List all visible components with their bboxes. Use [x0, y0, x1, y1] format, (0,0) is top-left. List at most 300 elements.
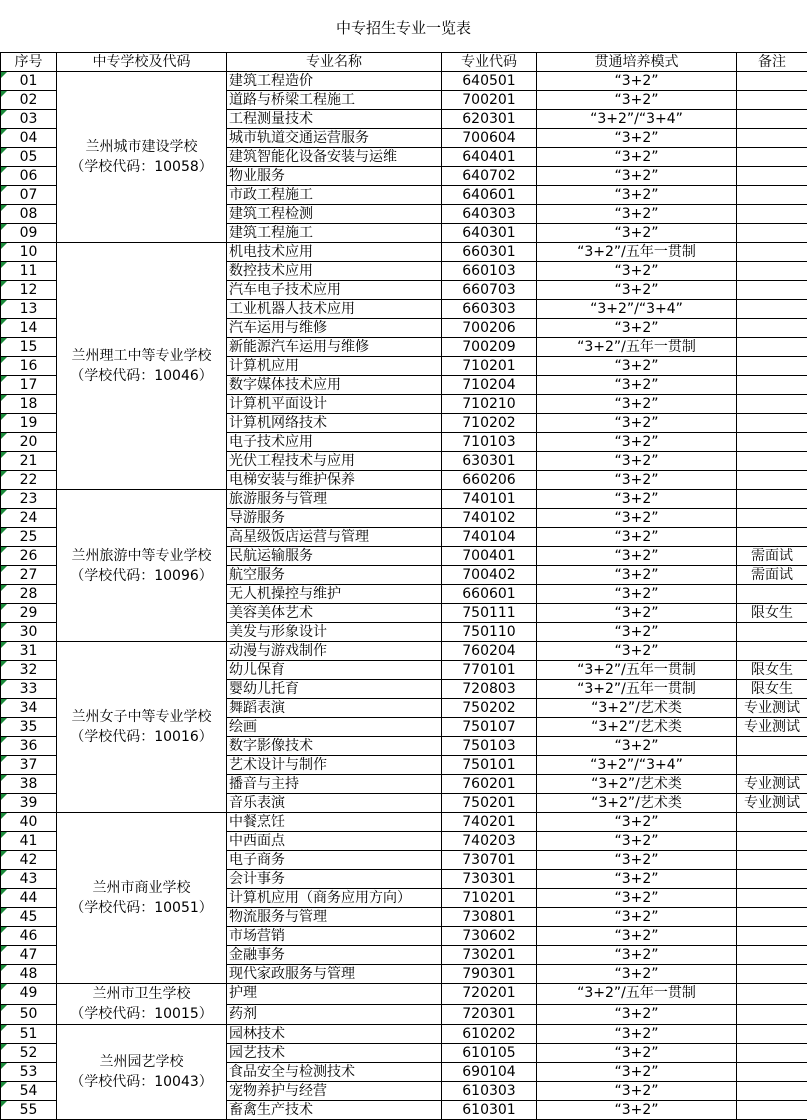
row-mode: “3+2” — [537, 319, 737, 338]
row-note — [737, 338, 807, 357]
row-mode: “3+2”/五年一贯制 — [537, 243, 737, 262]
row-mode: “3+2” — [537, 813, 737, 832]
row-major: 城市轨道交通运营服务 — [227, 129, 442, 148]
row-major: 高星级饭店运营与管理 — [227, 528, 442, 547]
school-cell — [57, 1025, 227, 1120]
enrollment-table — [0, 52, 807, 1120]
row-seq: 40 — [1, 813, 57, 832]
row-note — [737, 1044, 807, 1063]
row-seq: 33 — [1, 680, 57, 699]
row-mode: “3+2”/艺术类 — [537, 794, 737, 813]
row-seq: 54 — [1, 1082, 57, 1101]
row-major: 婴幼儿托育 — [227, 680, 442, 699]
row-seq: 39 — [1, 794, 57, 813]
row-major-code: 710210 — [442, 395, 537, 414]
row-seq: 03 — [1, 110, 57, 129]
row-major-code: 610202 — [442, 1025, 537, 1044]
row-seq: 18 — [1, 395, 57, 414]
row-note — [737, 870, 807, 889]
row-major: 计算机应用 — [227, 357, 442, 376]
row-mode: “3+2” — [537, 889, 737, 908]
row-note — [737, 452, 807, 471]
row-major: 护理 — [227, 984, 442, 1005]
row-major: 建筑工程施工 — [227, 224, 442, 243]
row-major-code: 640303 — [442, 205, 537, 224]
row-seq: 15 — [1, 338, 57, 357]
row-seq: 48 — [1, 965, 57, 984]
school-cell — [57, 490, 227, 642]
row-major: 汽车电子技术应用 — [227, 281, 442, 300]
row-major-code: 610105 — [442, 1044, 537, 1063]
row-major: 航空服务 — [227, 566, 442, 585]
school-code: （学校代码：10058） — [57, 157, 226, 177]
table-row — [1, 813, 807, 832]
row-major: 数字媒体技术应用 — [227, 376, 442, 395]
row-major: 建筑工程检测 — [227, 205, 442, 224]
header-mode: 贯通培养模式 — [537, 53, 737, 72]
row-mode: “3+2” — [537, 376, 737, 395]
row-seq: 53 — [1, 1063, 57, 1082]
row-mode: “3+2” — [537, 604, 737, 623]
row-seq: 51 — [1, 1025, 57, 1044]
row-major-code: 610303 — [442, 1082, 537, 1101]
row-major-code: 700402 — [442, 566, 537, 585]
row-seq: 38 — [1, 775, 57, 794]
row-major-code: 620301 — [442, 110, 537, 129]
row-mode: “3+2” — [537, 148, 737, 167]
school-cell — [57, 642, 227, 813]
row-note — [737, 1025, 807, 1044]
table-row — [1, 642, 807, 661]
row-note — [737, 927, 807, 946]
row-seq: 21 — [1, 452, 57, 471]
row-major-code: 700209 — [442, 338, 537, 357]
row-note — [737, 281, 807, 300]
row-seq: 28 — [1, 585, 57, 604]
row-seq: 36 — [1, 737, 57, 756]
row-note — [737, 300, 807, 319]
row-note — [737, 186, 807, 205]
row-seq: 29 — [1, 604, 57, 623]
row-seq: 12 — [1, 281, 57, 300]
row-note — [737, 756, 807, 775]
row-mode: “3+2” — [537, 433, 737, 452]
row-note — [737, 243, 807, 262]
row-seq: 08 — [1, 205, 57, 224]
row-major: 计算机应用（商务应用方向） — [227, 889, 442, 908]
row-major-code: 660303 — [442, 300, 537, 319]
row-major-code: 730301 — [442, 870, 537, 889]
row-major-code: 750110 — [442, 623, 537, 642]
row-seq: 20 — [1, 433, 57, 452]
row-mode: “3+2” — [537, 281, 737, 300]
row-seq: 45 — [1, 908, 57, 927]
row-major: 物流服务与管理 — [227, 908, 442, 927]
row-major-code: 740201 — [442, 813, 537, 832]
row-mode: “3+2” — [537, 851, 737, 870]
row-mode: “3+2”/“3+4” — [537, 756, 737, 775]
row-major-code: 750101 — [442, 756, 537, 775]
row-major: 旅游服务与管理 — [227, 490, 442, 509]
row-seq: 27 — [1, 566, 57, 585]
row-seq: 32 — [1, 661, 57, 680]
row-note — [737, 737, 807, 756]
row-mode: “3+2” — [537, 224, 737, 243]
row-major: 电梯安装与维护保养 — [227, 471, 442, 490]
row-note — [737, 1063, 807, 1082]
table-header-row — [1, 53, 807, 72]
row-major-code: 690104 — [442, 1063, 537, 1082]
row-mode: “3+2” — [537, 965, 737, 984]
row-note — [737, 851, 807, 870]
row-major: 导游服务 — [227, 509, 442, 528]
row-seq: 41 — [1, 832, 57, 851]
school-code: （学校代码：10015） — [57, 1004, 226, 1024]
row-major-code: 750201 — [442, 794, 537, 813]
row-major-code: 740101 — [442, 490, 537, 509]
school-cell — [57, 813, 227, 984]
school-code: （学校代码：10043） — [57, 1072, 226, 1092]
row-major-code: 740203 — [442, 832, 537, 851]
row-seq: 34 — [1, 699, 57, 718]
row-major: 光伏工程技术与应用 — [227, 452, 442, 471]
row-seq: 44 — [1, 889, 57, 908]
row-mode: “3+2” — [537, 262, 737, 281]
row-note — [737, 509, 807, 528]
row-mode: “3+2” — [537, 1082, 737, 1101]
row-note — [737, 433, 807, 452]
row-note — [737, 167, 807, 186]
row-major-code: 720201 — [442, 984, 537, 1005]
row-major-code: 640601 — [442, 186, 537, 205]
row-mode: “3+2”/艺术类 — [537, 699, 737, 718]
row-major: 电子技术应用 — [227, 433, 442, 452]
row-mode: “3+2”/艺术类 — [537, 718, 737, 737]
row-mode: “3+2”/艺术类 — [537, 775, 737, 794]
row-mode: “3+2” — [537, 490, 737, 509]
row-note — [737, 319, 807, 338]
row-seq: 10 — [1, 243, 57, 262]
row-note — [737, 224, 807, 243]
row-seq: 31 — [1, 642, 57, 661]
row-seq: 50 — [1, 1004, 57, 1025]
row-major-code: 720301 — [442, 1004, 537, 1025]
row-major-code: 640702 — [442, 167, 537, 186]
row-seq: 52 — [1, 1044, 57, 1063]
row-seq: 02 — [1, 91, 57, 110]
row-major: 金融事务 — [227, 946, 442, 965]
row-mode: “3+2” — [537, 72, 737, 91]
row-major: 动漫与游戏制作 — [227, 642, 442, 661]
row-major: 绘画 — [227, 718, 442, 737]
row-major: 建筑智能化设备安装与运维 — [227, 148, 442, 167]
row-major: 中西面点 — [227, 832, 442, 851]
row-note — [737, 908, 807, 927]
row-note — [737, 414, 807, 433]
header-major-code: 专业代码 — [442, 53, 537, 72]
school-name: 兰州市商业学校 — [57, 878, 226, 898]
row-note: 限女生 — [737, 661, 807, 680]
header-note: 备注 — [737, 53, 807, 72]
row-major-code: 640401 — [442, 148, 537, 167]
row-mode: “3+2” — [537, 1025, 737, 1044]
table-row — [1, 243, 807, 262]
header-major: 专业名称 — [227, 53, 442, 72]
row-major: 园艺技术 — [227, 1044, 442, 1063]
row-seq: 07 — [1, 186, 57, 205]
row-major-code: 700401 — [442, 547, 537, 566]
row-mode: “3+2” — [537, 167, 737, 186]
school-name: 兰州城市建设学校 — [57, 137, 226, 157]
row-major: 畜禽生产技术 — [227, 1101, 442, 1120]
row-major-code: 740102 — [442, 509, 537, 528]
row-mode: “3+2” — [537, 395, 737, 414]
row-mode: “3+2” — [537, 737, 737, 756]
row-note — [737, 1004, 807, 1025]
row-seq: 35 — [1, 718, 57, 737]
row-mode: “3+2” — [537, 547, 737, 566]
row-major: 园林技术 — [227, 1025, 442, 1044]
row-major: 道路与桥梁工程施工 — [227, 91, 442, 110]
row-major-code: 610301 — [442, 1101, 537, 1120]
row-note — [737, 471, 807, 490]
row-major: 数控技术应用 — [227, 262, 442, 281]
row-note: 需面试 — [737, 547, 807, 566]
row-major-code: 750111 — [442, 604, 537, 623]
row-seq: 06 — [1, 167, 57, 186]
row-major: 建筑工程造价 — [227, 72, 442, 91]
row-mode: “3+2” — [537, 566, 737, 585]
row-mode: “3+2” — [537, 414, 737, 433]
row-major-code: 730201 — [442, 946, 537, 965]
row-seq: 11 — [1, 262, 57, 281]
row-seq: 17 — [1, 376, 57, 395]
row-major-code: 660103 — [442, 262, 537, 281]
row-mode: “3+2” — [537, 509, 737, 528]
row-seq: 37 — [1, 756, 57, 775]
school-code: （学校代码：10046） — [57, 366, 226, 386]
row-mode: “3+2”/五年一贯制 — [537, 661, 737, 680]
row-major-code: 710103 — [442, 433, 537, 452]
row-major-code: 630301 — [442, 452, 537, 471]
school-code: （学校代码：10096） — [57, 566, 226, 586]
row-seq: 13 — [1, 300, 57, 319]
row-major: 中餐烹饪 — [227, 813, 442, 832]
row-note: 专业测试 — [737, 794, 807, 813]
row-major-code: 730602 — [442, 927, 537, 946]
row-note — [737, 889, 807, 908]
row-seq: 46 — [1, 927, 57, 946]
row-note — [737, 1082, 807, 1101]
row-seq: 22 — [1, 471, 57, 490]
row-seq: 49 — [1, 984, 57, 1005]
row-major-code: 760201 — [442, 775, 537, 794]
row-mode: “3+2”/五年一贯制 — [537, 338, 737, 357]
row-note — [737, 490, 807, 509]
row-mode: “3+2” — [537, 832, 737, 851]
row-major-code: 710201 — [442, 357, 537, 376]
row-major-code: 660703 — [442, 281, 537, 300]
row-major-code: 770101 — [442, 661, 537, 680]
row-major: 舞蹈表演 — [227, 699, 442, 718]
row-major: 物业服务 — [227, 167, 442, 186]
row-major-code: 700206 — [442, 319, 537, 338]
row-note — [737, 262, 807, 281]
row-major-code: 740104 — [442, 528, 537, 547]
row-note — [737, 528, 807, 547]
row-seq: 14 — [1, 319, 57, 338]
row-seq: 24 — [1, 509, 57, 528]
school-code: （学校代码：10016） — [57, 727, 226, 747]
row-major: 工业机器人技术应用 — [227, 300, 442, 319]
row-seq: 16 — [1, 357, 57, 376]
row-note — [737, 205, 807, 224]
row-mode: “3+2” — [537, 908, 737, 927]
row-major-code: 790301 — [442, 965, 537, 984]
row-note: 专业测试 — [737, 699, 807, 718]
header-school: 中专学校及代码 — [57, 53, 227, 72]
row-note — [737, 585, 807, 604]
row-mode: “3+2” — [537, 1004, 737, 1025]
row-mode: “3+2” — [537, 946, 737, 965]
row-major-code: 640301 — [442, 224, 537, 243]
row-major-code: 750103 — [442, 737, 537, 756]
row-mode: “3+2” — [537, 452, 737, 471]
row-major: 现代家政服务与管理 — [227, 965, 442, 984]
row-mode: “3+2” — [537, 205, 737, 224]
row-mode: “3+2” — [537, 129, 737, 148]
row-mode: “3+2” — [537, 186, 737, 205]
row-mode: “3+2” — [537, 870, 737, 889]
row-major: 播音与主持 — [227, 775, 442, 794]
row-note: 限女生 — [737, 680, 807, 699]
row-seq: 43 — [1, 870, 57, 889]
row-major: 汽车运用与维修 — [227, 319, 442, 338]
row-major: 会计事务 — [227, 870, 442, 889]
row-seq: 09 — [1, 224, 57, 243]
row-mode: “3+2” — [537, 91, 737, 110]
table-body — [1, 72, 807, 1120]
row-major: 计算机网络技术 — [227, 414, 442, 433]
row-major-code: 700604 — [442, 129, 537, 148]
header-seq: 序号 — [1, 53, 57, 72]
row-major: 新能源汽车运用与维修 — [227, 338, 442, 357]
row-major: 宠物养护与经营 — [227, 1082, 442, 1101]
row-mode: “3+2” — [537, 1044, 737, 1063]
row-note — [737, 642, 807, 661]
table-row — [1, 1025, 807, 1044]
row-major-code: 730701 — [442, 851, 537, 870]
row-major: 音乐表演 — [227, 794, 442, 813]
row-major-code: 640501 — [442, 72, 537, 91]
row-mode: “3+2” — [537, 585, 737, 604]
row-major-code: 660206 — [442, 471, 537, 490]
row-mode: “3+2” — [537, 357, 737, 376]
row-mode: “3+2” — [537, 1101, 737, 1120]
row-note — [737, 72, 807, 91]
row-major: 机电技术应用 — [227, 243, 442, 262]
row-note — [737, 984, 807, 1005]
school-name: 兰州旅游中等专业学校 — [57, 546, 226, 566]
row-note: 专业测试 — [737, 775, 807, 794]
row-major-code: 710204 — [442, 376, 537, 395]
row-seq: 26 — [1, 547, 57, 566]
row-note: 限女生 — [737, 604, 807, 623]
row-seq: 04 — [1, 129, 57, 148]
school-name: 兰州女子中等专业学校 — [57, 707, 226, 727]
row-note — [737, 110, 807, 129]
row-note — [737, 129, 807, 148]
row-mode: “3+2”/“3+4” — [537, 300, 737, 319]
row-major: 艺术设计与制作 — [227, 756, 442, 775]
school-name: 兰州理工中等专业学校 — [57, 346, 226, 366]
row-major-code: 720803 — [442, 680, 537, 699]
row-major: 数字影像技术 — [227, 737, 442, 756]
row-note — [737, 965, 807, 984]
row-seq: 01 — [1, 72, 57, 91]
row-seq: 47 — [1, 946, 57, 965]
school-name: 兰州市卫生学校 — [57, 984, 226, 1004]
row-major-code: 660601 — [442, 585, 537, 604]
school-cell — [57, 243, 227, 490]
row-mode: “3+2” — [537, 623, 737, 642]
row-major-code: 710201 — [442, 889, 537, 908]
row-seq: 55 — [1, 1101, 57, 1120]
row-note — [737, 91, 807, 110]
row-seq: 05 — [1, 148, 57, 167]
row-major: 工程测量技术 — [227, 110, 442, 129]
row-note — [737, 395, 807, 414]
row-note — [737, 357, 807, 376]
row-seq: 23 — [1, 490, 57, 509]
row-note — [737, 623, 807, 642]
row-major: 无人机操控与维护 — [227, 585, 442, 604]
row-major: 市政工程施工 — [227, 186, 442, 205]
row-major: 计算机平面设计 — [227, 395, 442, 414]
row-major-code: 760204 — [442, 642, 537, 661]
row-note — [737, 832, 807, 851]
row-mode: “3+2”/五年一贯制 — [537, 984, 737, 1005]
row-mode: “3+2” — [537, 528, 737, 547]
row-note — [737, 148, 807, 167]
table-row — [1, 490, 807, 509]
row-seq: 30 — [1, 623, 57, 642]
row-major: 食品安全与检测技术 — [227, 1063, 442, 1082]
row-seq: 42 — [1, 851, 57, 870]
row-note — [737, 946, 807, 965]
row-note — [737, 813, 807, 832]
row-mode: “3+2” — [537, 471, 737, 490]
row-mode: “3+2” — [537, 642, 737, 661]
row-major: 药剂 — [227, 1004, 442, 1025]
school-code: （学校代码：10051） — [57, 898, 226, 918]
row-mode: “3+2” — [537, 1063, 737, 1082]
row-mode: “3+2”/五年一贯制 — [537, 680, 737, 699]
row-major-code: 750107 — [442, 718, 537, 737]
row-major: 电子商务 — [227, 851, 442, 870]
row-seq: 25 — [1, 528, 57, 547]
row-major-code: 750202 — [442, 699, 537, 718]
row-major-code: 730801 — [442, 908, 537, 927]
school-cell — [57, 984, 227, 1025]
row-major: 民航运输服务 — [227, 547, 442, 566]
row-note: 需面试 — [737, 566, 807, 585]
row-seq: 19 — [1, 414, 57, 433]
row-major: 市场营销 — [227, 927, 442, 946]
row-major: 美发与形象设计 — [227, 623, 442, 642]
row-major: 美容美体艺术 — [227, 604, 442, 623]
row-major-code: 660301 — [442, 243, 537, 262]
